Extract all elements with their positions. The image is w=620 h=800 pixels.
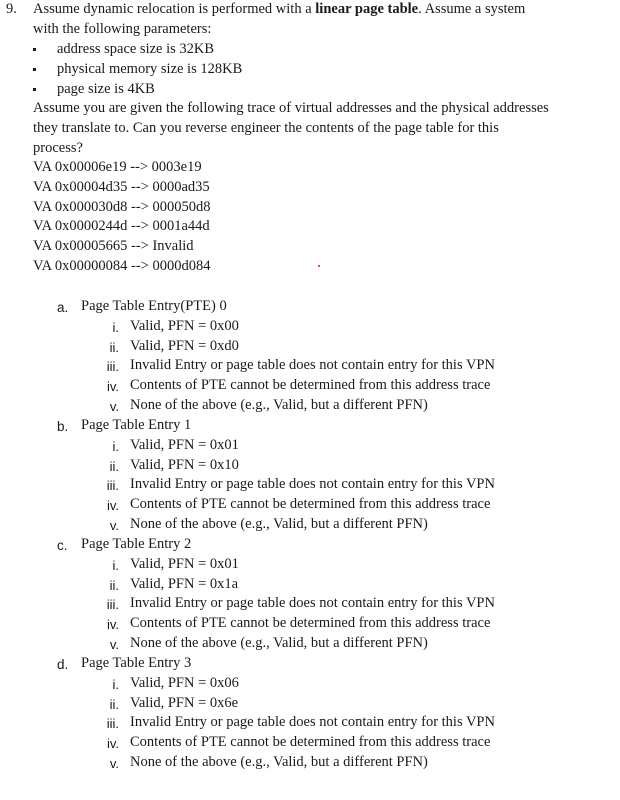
question-intro — [33, 0, 525, 20]
prompt-line: Assume you are given the following trace of virtual addresses and the physical addresses — [33, 100, 549, 116]
subquestion-title: Page Table Entry 3 — [81, 655, 192, 671]
subquestion-label: a. — [57, 300, 69, 315]
trace-line: VA 0x00005665 --> Invalid — [33, 238, 194, 254]
option-text: None of the above (e.g., Valid, but a different PFN) — [130, 397, 428, 413]
parameter-text: address space size is 32KB — [57, 41, 215, 57]
subquestion-title: Page Table Entry 2 — [81, 536, 192, 552]
option-text: Valid, PFN = 0xd0 — [130, 338, 239, 354]
option-number: i. — [112, 320, 119, 335]
trace-line: VA 0x00004d35 --> 0000ad35 — [33, 179, 210, 195]
question-intro-line2: with the following parameters: — [33, 21, 212, 37]
subquestion-title: Page Table Entry(PTE) 0 — [81, 298, 227, 314]
question-intro-suffix: . Assume a system — [418, 1, 526, 17]
option-number: v. — [109, 756, 119, 771]
option-number: v. — [109, 518, 119, 533]
option-text: Valid, PFN = 0x06 — [130, 675, 239, 691]
option-text: Valid, PFN = 0x1a — [130, 576, 239, 592]
option-text: Valid, PFN = 0x6e — [130, 695, 239, 711]
subquestion-label: b. — [57, 419, 69, 434]
option-text: Valid, PFN = 0x00 — [130, 318, 239, 334]
option-number: iii. — [106, 597, 119, 612]
parameter-text: physical memory size is 128KB — [57, 61, 243, 77]
option-number: i. — [112, 558, 119, 573]
option-text: None of the above (e.g., Valid, but a different PFN) — [130, 516, 428, 532]
subquestion-label: c. — [57, 538, 68, 553]
option-text: None of the above (e.g., Valid, but a different PFN) — [130, 754, 428, 770]
option-number: iii. — [106, 359, 119, 374]
prompt-line: they translate to. Can you reverse engineer the contents of the page table for this — [33, 120, 499, 136]
option-number: ii. — [109, 340, 119, 355]
option-text: None of the above (e.g., Valid, but a different PFN) — [130, 635, 428, 651]
option-number: i. — [112, 677, 119, 692]
option-text: Contents of PTE cannot be determined from this address trace — [130, 615, 491, 631]
option-text: Valid, PFN = 0x01 — [130, 556, 239, 572]
option-text: Invalid Entry or page table does not contain entry for this VPN — [130, 476, 495, 492]
bullet-icon — [33, 88, 36, 91]
option-text: Contents of PTE cannot be determined from this address trace — [130, 496, 491, 512]
option-text: Invalid Entry or page table does not contain entry for this VPN — [130, 595, 495, 611]
option-number: iii. — [106, 716, 119, 731]
bullet-icon — [33, 48, 36, 51]
option-number: iv. — [106, 736, 119, 751]
option-text: Valid, PFN = 0x01 — [130, 437, 239, 453]
option-number: iii. — [106, 478, 119, 493]
trace-line: VA 0x00006e19 --> 0003e19 — [33, 159, 202, 175]
option-number: iv. — [106, 498, 119, 513]
subquestion-label: d. — [57, 657, 69, 672]
option-number: v. — [109, 637, 119, 652]
option-text: Valid, PFN = 0x10 — [130, 457, 239, 473]
option-number: iv. — [106, 617, 119, 632]
question-intro-prefix: Assume dynamic relocation is performed with a — [33, 1, 316, 17]
trace-line: VA 0x0000244d --> 0001a44d — [33, 218, 210, 234]
prompt-line: process? — [33, 140, 83, 156]
trace-line: VA 0x000030d8 --> 000050d8 — [33, 199, 211, 215]
option-text: Invalid Entry or page table does not contain entry for this VPN — [130, 714, 495, 730]
option-text: Invalid Entry or page table does not contain entry for this VPN — [130, 357, 495, 373]
trace-line: VA 0x00000084 --> 0000d084 — [33, 258, 211, 274]
option-number: v. — [109, 399, 119, 414]
subquestion-title: Page Table Entry 1 — [81, 417, 192, 433]
parameter-text: page size is 4KB — [57, 81, 155, 97]
bullet-icon — [33, 68, 36, 71]
option-number: i. — [112, 439, 119, 454]
question-intro-bold: linear page table — [315, 1, 419, 17]
option-number: ii. — [109, 578, 119, 593]
option-number: iv. — [106, 379, 119, 394]
option-number: ii. — [109, 697, 119, 712]
option-text: Contents of PTE cannot be determined from this address trace — [130, 377, 491, 393]
question-number: 9. — [6, 1, 17, 17]
stray-mark — [318, 265, 320, 267]
option-text: Contents of PTE cannot be determined from this address trace — [130, 734, 491, 750]
option-number: ii. — [109, 459, 119, 474]
